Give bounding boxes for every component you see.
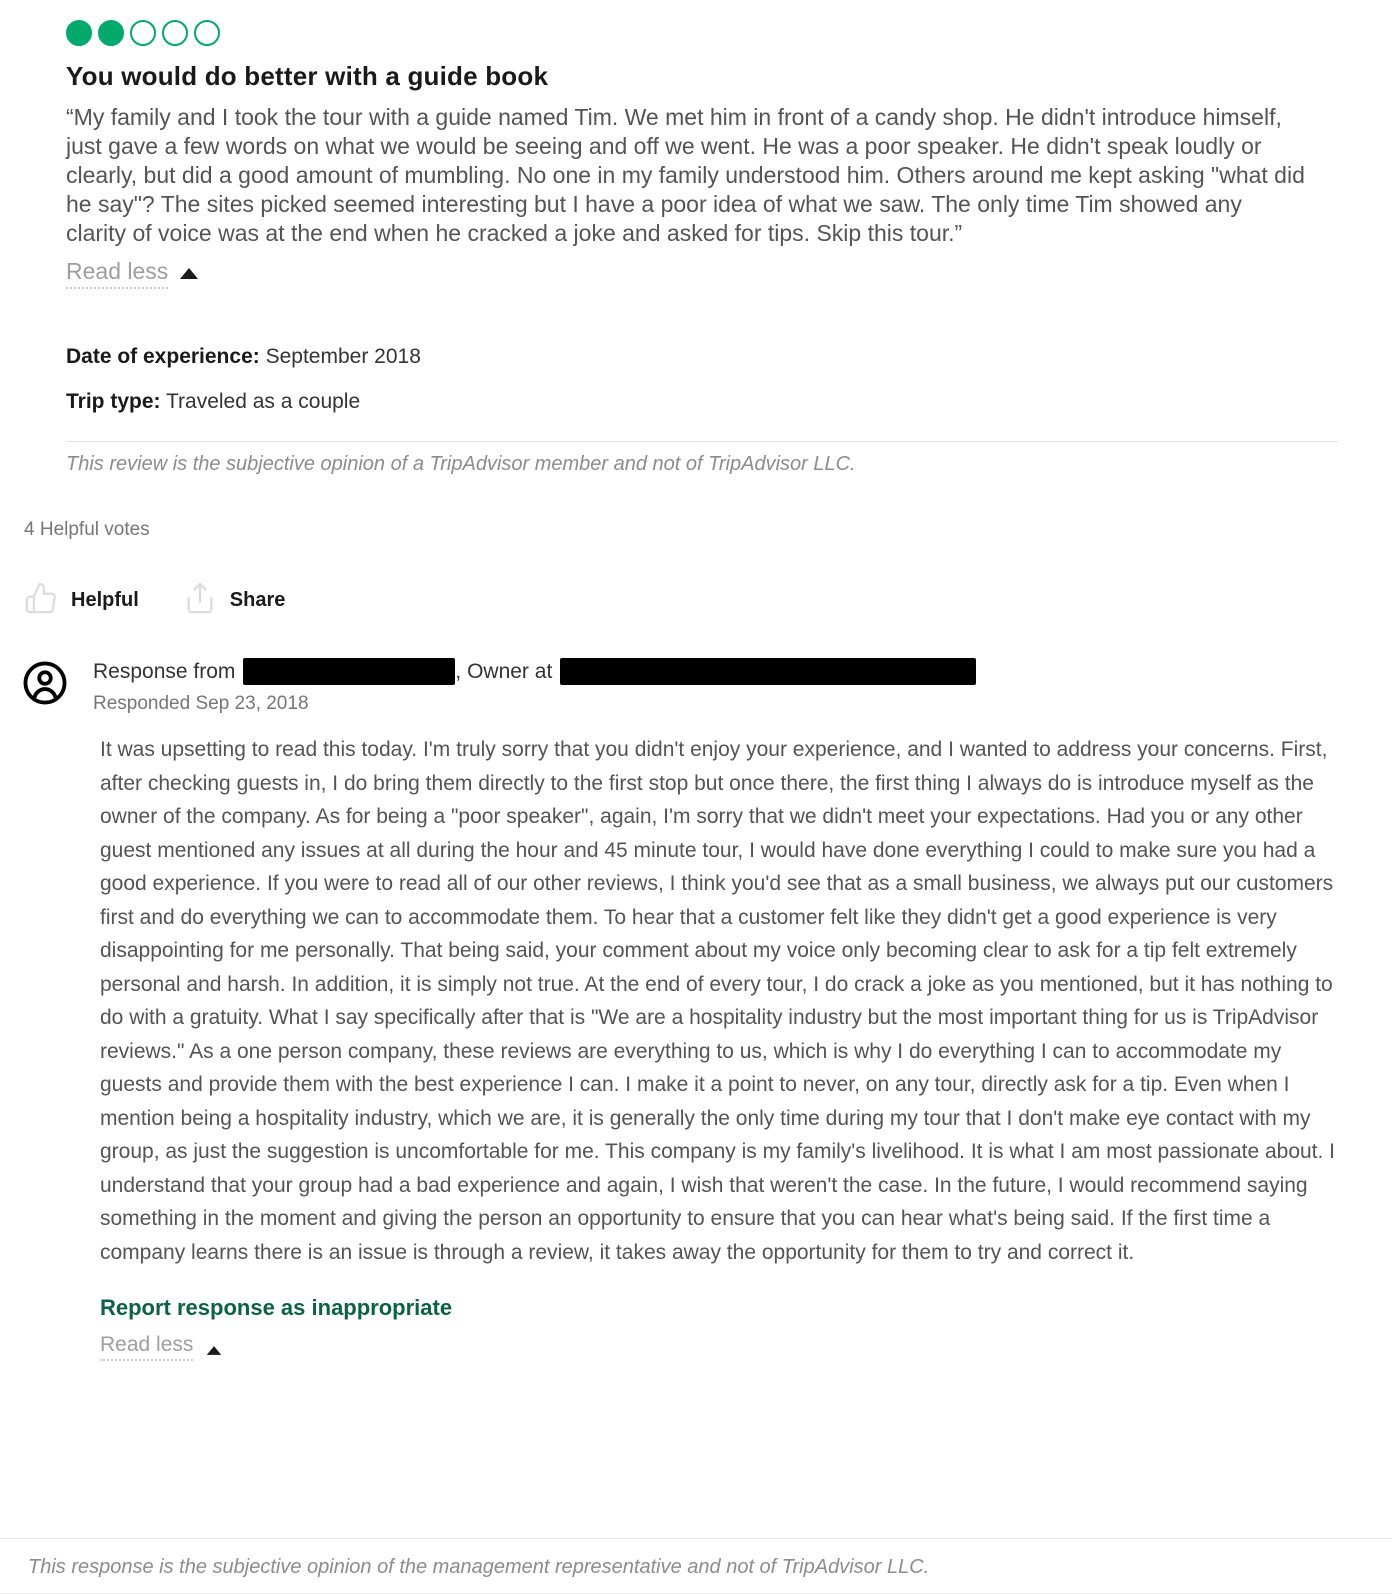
- review-body-text: “My family and I took the tour with a guide named Tim. We met him in front of a candy shop. He didn't introduce himself, just gave a few words on what we would be seeing and off we went. He was a poor speaker. He didn't speak loudly or clearly, but did a good amount of mumbling. No one in my family understood him. Others around me kept asking "what did he say"? The sites picked seemed interesting but I have a poor idea of what we saw. The only time Tim showed any clarity of voice was at the end when he cracked a joke and asked for tips. Skip this tour.”: [66, 104, 1305, 246]
- caret-up-icon: [180, 268, 198, 279]
- share-button-label[interactable]: Share: [229, 589, 286, 611]
- review-card: [0, 0, 1392, 476]
- rating-bubbles: [66, 0, 1338, 46]
- report-response-link[interactable]: Report response as inappropriate: [100, 1295, 453, 1320]
- response-read-less-link[interactable]: [100, 1333, 223, 1361]
- redacted-business-name: [560, 658, 976, 685]
- trip-type-line: [66, 390, 1338, 414]
- response-body-text: It was upsetting to read this today. I'm truly sorry that you didn't enjoy your experience, and I wanted to address your concerns. First, after checking guests in, I do bring them directly to the first stop but once there, the first thing I always do is introduce myself as the owner of the company. As for being a "poor speaker", again, I'm sorry that we didn't meet your expectations. Had you or any other guest mentioned any issues at all during the hour and 45 minute tour, I would have done everything I could to make sure you had a good experience. If you were to read all of our other reviews, I think you'd see that as a small business, we always put our customers first and do everything we can to accommodate them. To hear that a customer felt like they didn't get a good experience is very disappointing for me personally. That being said, your comment about my voice only becoming clear to ask for a tip felt extremely personal and harsh. In addition, it is simply not true. At the end of every tour, I do crack a joke as you mentioned, but it has nothing to do with a gratuity. What I say specifically after that is "We are a hospitality industry but the most important thing for us is TripAdvisor reviews." As a one person company, these reviews are everything to us, which is why I do everything I can to accommodate my guests and provide them with the best experience I can. I make it a point to never, on any tour, directly ask for a tip. Even when I mention being a hospitality industry, which we are, it is generally the only time during my tour that I don't make eye contact with my group, as just the suggestion is uncomfortable for me. This company is my family's livelihood. It is what I am most passionate about. I understand that your group had a bad experience and again, I wish that weren't the case. In the future, I would recommend saying something in the moment and giving the person an opportunity to ensure that you can hear what's being said. If the first time a company learns there is an issue is through a review, it takes away the opportunity for them to try and correct it.: [100, 738, 1336, 1264]
- date-of-experience-label: Date of experience:: [66, 345, 260, 368]
- owner-avatar-icon: [22, 660, 68, 711]
- thumbs-up-icon: [24, 581, 58, 620]
- helpful-votes-count: 4 Helpful votes: [24, 519, 150, 540]
- helpful-button-label[interactable]: Helpful: [71, 589, 139, 611]
- rating-bubble-filled: [98, 20, 124, 46]
- redacted-owner-name: [243, 658, 455, 685]
- response-header: [93, 658, 1392, 685]
- trip-type-value: Traveled as a couple: [165, 390, 361, 413]
- trip-type-label: Trip type:: [66, 390, 161, 413]
- owner-response-section: [0, 658, 1392, 1361]
- response-date: Responded Sep 23, 2018: [93, 693, 309, 714]
- review-read-less-link[interactable]: [66, 258, 198, 289]
- review-disclaimer: This review is the subjective opinion of a TripAdvisor member and not of TripAdvisor LLC.: [66, 453, 856, 475]
- read-less-label[interactable]: Read less: [66, 258, 168, 289]
- read-less-label[interactable]: Read less: [100, 1333, 193, 1361]
- review-title: You would do better with a guide book: [66, 61, 549, 91]
- owner-at-label: , Owner at: [455, 659, 553, 683]
- rating-bubble-empty: [130, 20, 156, 46]
- share-icon: [183, 581, 217, 620]
- rating-bubble-empty: [162, 20, 188, 46]
- review-divider: [66, 441, 1338, 442]
- helpful-button[interactable]: [24, 581, 139, 620]
- review-action-row: [24, 581, 1392, 620]
- share-button[interactable]: [183, 581, 286, 620]
- rating-bubble-empty: [194, 20, 220, 46]
- date-of-experience-value: September 2018: [265, 345, 421, 368]
- date-of-experience-line: [66, 345, 1338, 369]
- response-from-label: Response from: [93, 659, 236, 683]
- rating-bubble-filled: [66, 20, 92, 46]
- response-disclaimer: This response is the subjective opinion of the management representative and not of TripAdvisor LLC.: [0, 1539, 1392, 1594]
- page-footer: [0, 1538, 1392, 1594]
- caret-up-icon: [207, 1346, 221, 1355]
